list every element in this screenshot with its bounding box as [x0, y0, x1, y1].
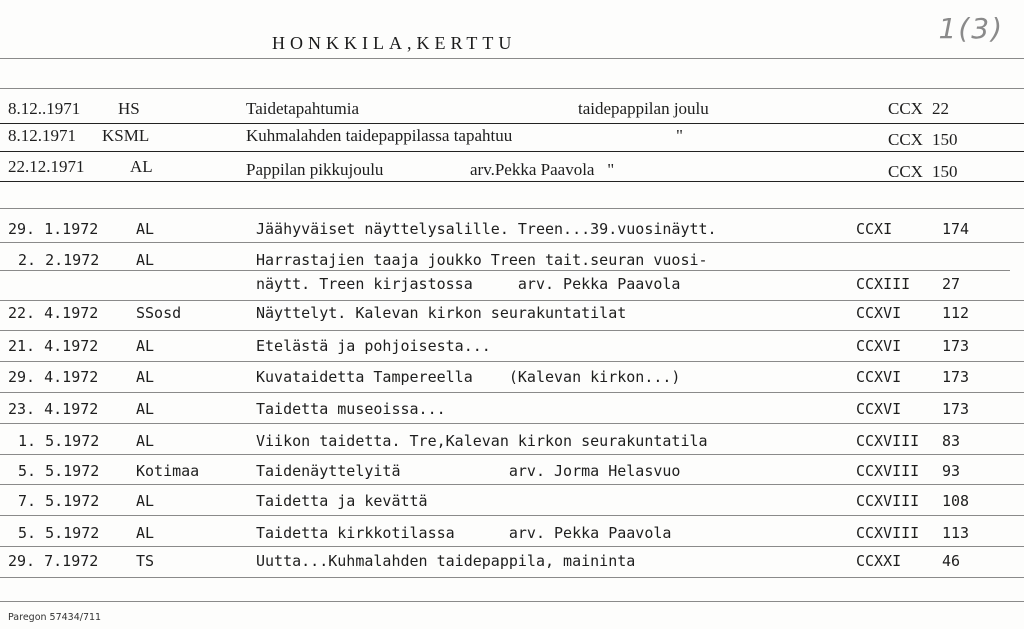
print-code: Paregon 57434/711 — [8, 612, 102, 623]
entry-page: 108 — [942, 492, 970, 510]
entry-page: 150 — [932, 130, 958, 149]
entry-date: 29. 4.1972 — [8, 368, 99, 386]
rule-line — [0, 58, 1024, 59]
entry-volume: CCX — [888, 162, 923, 181]
entry-date: 2. 2.1972 — [18, 251, 100, 269]
rule-line — [0, 242, 1024, 243]
entry-page: 22 — [932, 99, 949, 118]
rule-line — [0, 601, 1024, 602]
entry-page: 113 — [942, 524, 970, 542]
entry-note: " — [676, 126, 683, 145]
entry-title: Harrastajien taaja joukko Treen tait.seuran vuosi- — [256, 251, 708, 269]
entry-page: 112 — [942, 304, 970, 322]
entry-page: 173 — [942, 368, 970, 386]
entry-source: AL — [136, 251, 155, 269]
entry-volume: CCXVIII — [856, 432, 920, 450]
entry-date: 7. 5.1972 — [18, 492, 100, 510]
entry-volume: CCXVI — [856, 368, 902, 386]
entry-volume: CCXVI — [856, 400, 902, 418]
rule-line — [0, 330, 1024, 331]
entry-volume: CCXVIII — [856, 462, 920, 480]
rule-line — [0, 208, 1024, 209]
entry-title: Taidetta museoissa... — [256, 400, 446, 418]
entry-volume: CCXXI — [856, 552, 902, 570]
typed-underline — [0, 123, 1024, 124]
entry-source: AL — [130, 157, 153, 176]
rule-line — [0, 577, 1024, 578]
entry-title: Taidetapahtumia — [246, 99, 360, 118]
entry-page: 173 — [942, 337, 970, 355]
entry-date: 5. 5.1972 — [18, 524, 100, 542]
entry-source: AL — [136, 492, 155, 510]
entry-date: 21. 4.1972 — [8, 337, 99, 355]
rule-line — [0, 88, 1024, 89]
entry-title: näytt. Treen kirjastossa arv. Pekka Paavola — [256, 275, 681, 293]
entry-page: 150 — [932, 162, 958, 181]
entry-date: 22. 4.1972 — [8, 304, 99, 322]
rule-line — [0, 392, 1024, 393]
entry-volume: CCXVIII — [856, 492, 920, 510]
entry-title: Kuhmalahden taidepappilassa tapahtuu — [246, 126, 513, 145]
rule-line — [0, 546, 1024, 547]
entry-note: arv.Pekka Paavola " — [470, 160, 615, 179]
entry-volume: CCXVI — [856, 304, 902, 322]
rule-line — [0, 361, 1024, 362]
rule-line — [0, 300, 1024, 301]
entry-title: Taidetta ja kevättä — [256, 492, 428, 510]
entry-page: 173 — [942, 400, 970, 418]
rule-line — [0, 423, 1024, 424]
entry-title: Taidenäyttelyitä arv. Jorma Helasvuo — [256, 462, 681, 480]
entry-title: Jäähyväiset näyttelysalille. Treen...39.vuosinäytt. — [256, 220, 717, 238]
entry-source: KSML — [102, 126, 150, 145]
entry-page: 83 — [942, 432, 961, 450]
entry-date: 22.12.1971 — [8, 157, 85, 176]
rule-line — [0, 270, 1010, 271]
entry-source: SSosd — [136, 304, 182, 322]
entry-title: Kuvataidetta Tampereella (Kalevan kirkon...) — [256, 368, 681, 386]
entry-page: 46 — [942, 552, 961, 570]
entry-title: Näyttelyt. Kalevan kirkon seurakuntatilat — [256, 304, 627, 322]
handwritten-page-mark: 1(3) — [938, 12, 1004, 45]
entry-page: 93 — [942, 462, 961, 480]
entry-date: 1. 5.1972 — [18, 432, 100, 450]
entry-source: AL — [136, 337, 155, 355]
entry-source: TS — [136, 552, 155, 570]
entry-source: AL — [136, 220, 155, 238]
entry-source: Kotimaa — [136, 462, 200, 480]
entry-date: 8.12..1971 — [8, 99, 81, 118]
entry-title: Taidetta kirkkotilassa arv. Pekka Paavola — [256, 524, 672, 542]
rule-line — [0, 454, 1024, 455]
entry-title: Pappilan pikkujoulu — [246, 160, 384, 179]
entry-title: Etelästä ja pohjoisesta... — [256, 337, 491, 355]
typed-underline — [0, 181, 1024, 182]
rule-line — [0, 484, 1024, 485]
entry-date: 29. 1.1972 — [8, 220, 99, 238]
entry-volume: CCXVI — [856, 337, 902, 355]
entry-source: AL — [136, 524, 155, 542]
entry-source: AL — [136, 432, 155, 450]
entry-volume: CCXVIII — [856, 524, 920, 542]
entry-page: 27 — [942, 275, 961, 293]
entry-source: AL — [136, 400, 155, 418]
entry-volume: CCX — [888, 99, 923, 118]
typed-underline — [0, 151, 1024, 152]
entry-page: 174 — [942, 220, 970, 238]
entry-volume: CCXI — [856, 220, 893, 238]
card-title: HONKKILA,KERTTU — [272, 33, 517, 53]
entry-date: 8.12.1971 — [8, 126, 76, 145]
entry-title: Uutta...Kuhmalahden taidepappila, maininta — [256, 552, 636, 570]
entry-date: 29. 7.1972 — [8, 552, 99, 570]
entry-date: 5. 5.1972 — [18, 462, 100, 480]
entry-source: HS — [118, 99, 140, 118]
entry-date: 23. 4.1972 — [8, 400, 99, 418]
entry-volume: CCX — [888, 130, 923, 149]
rule-line — [0, 515, 1024, 516]
entry-note: taidepappilan joulu — [578, 99, 709, 118]
entry-volume: CCXIII — [856, 275, 911, 293]
entry-title: Viikon taidetta. Tre,Kalevan kirkon seurakuntatila — [256, 432, 708, 450]
entry-source: AL — [136, 368, 155, 386]
